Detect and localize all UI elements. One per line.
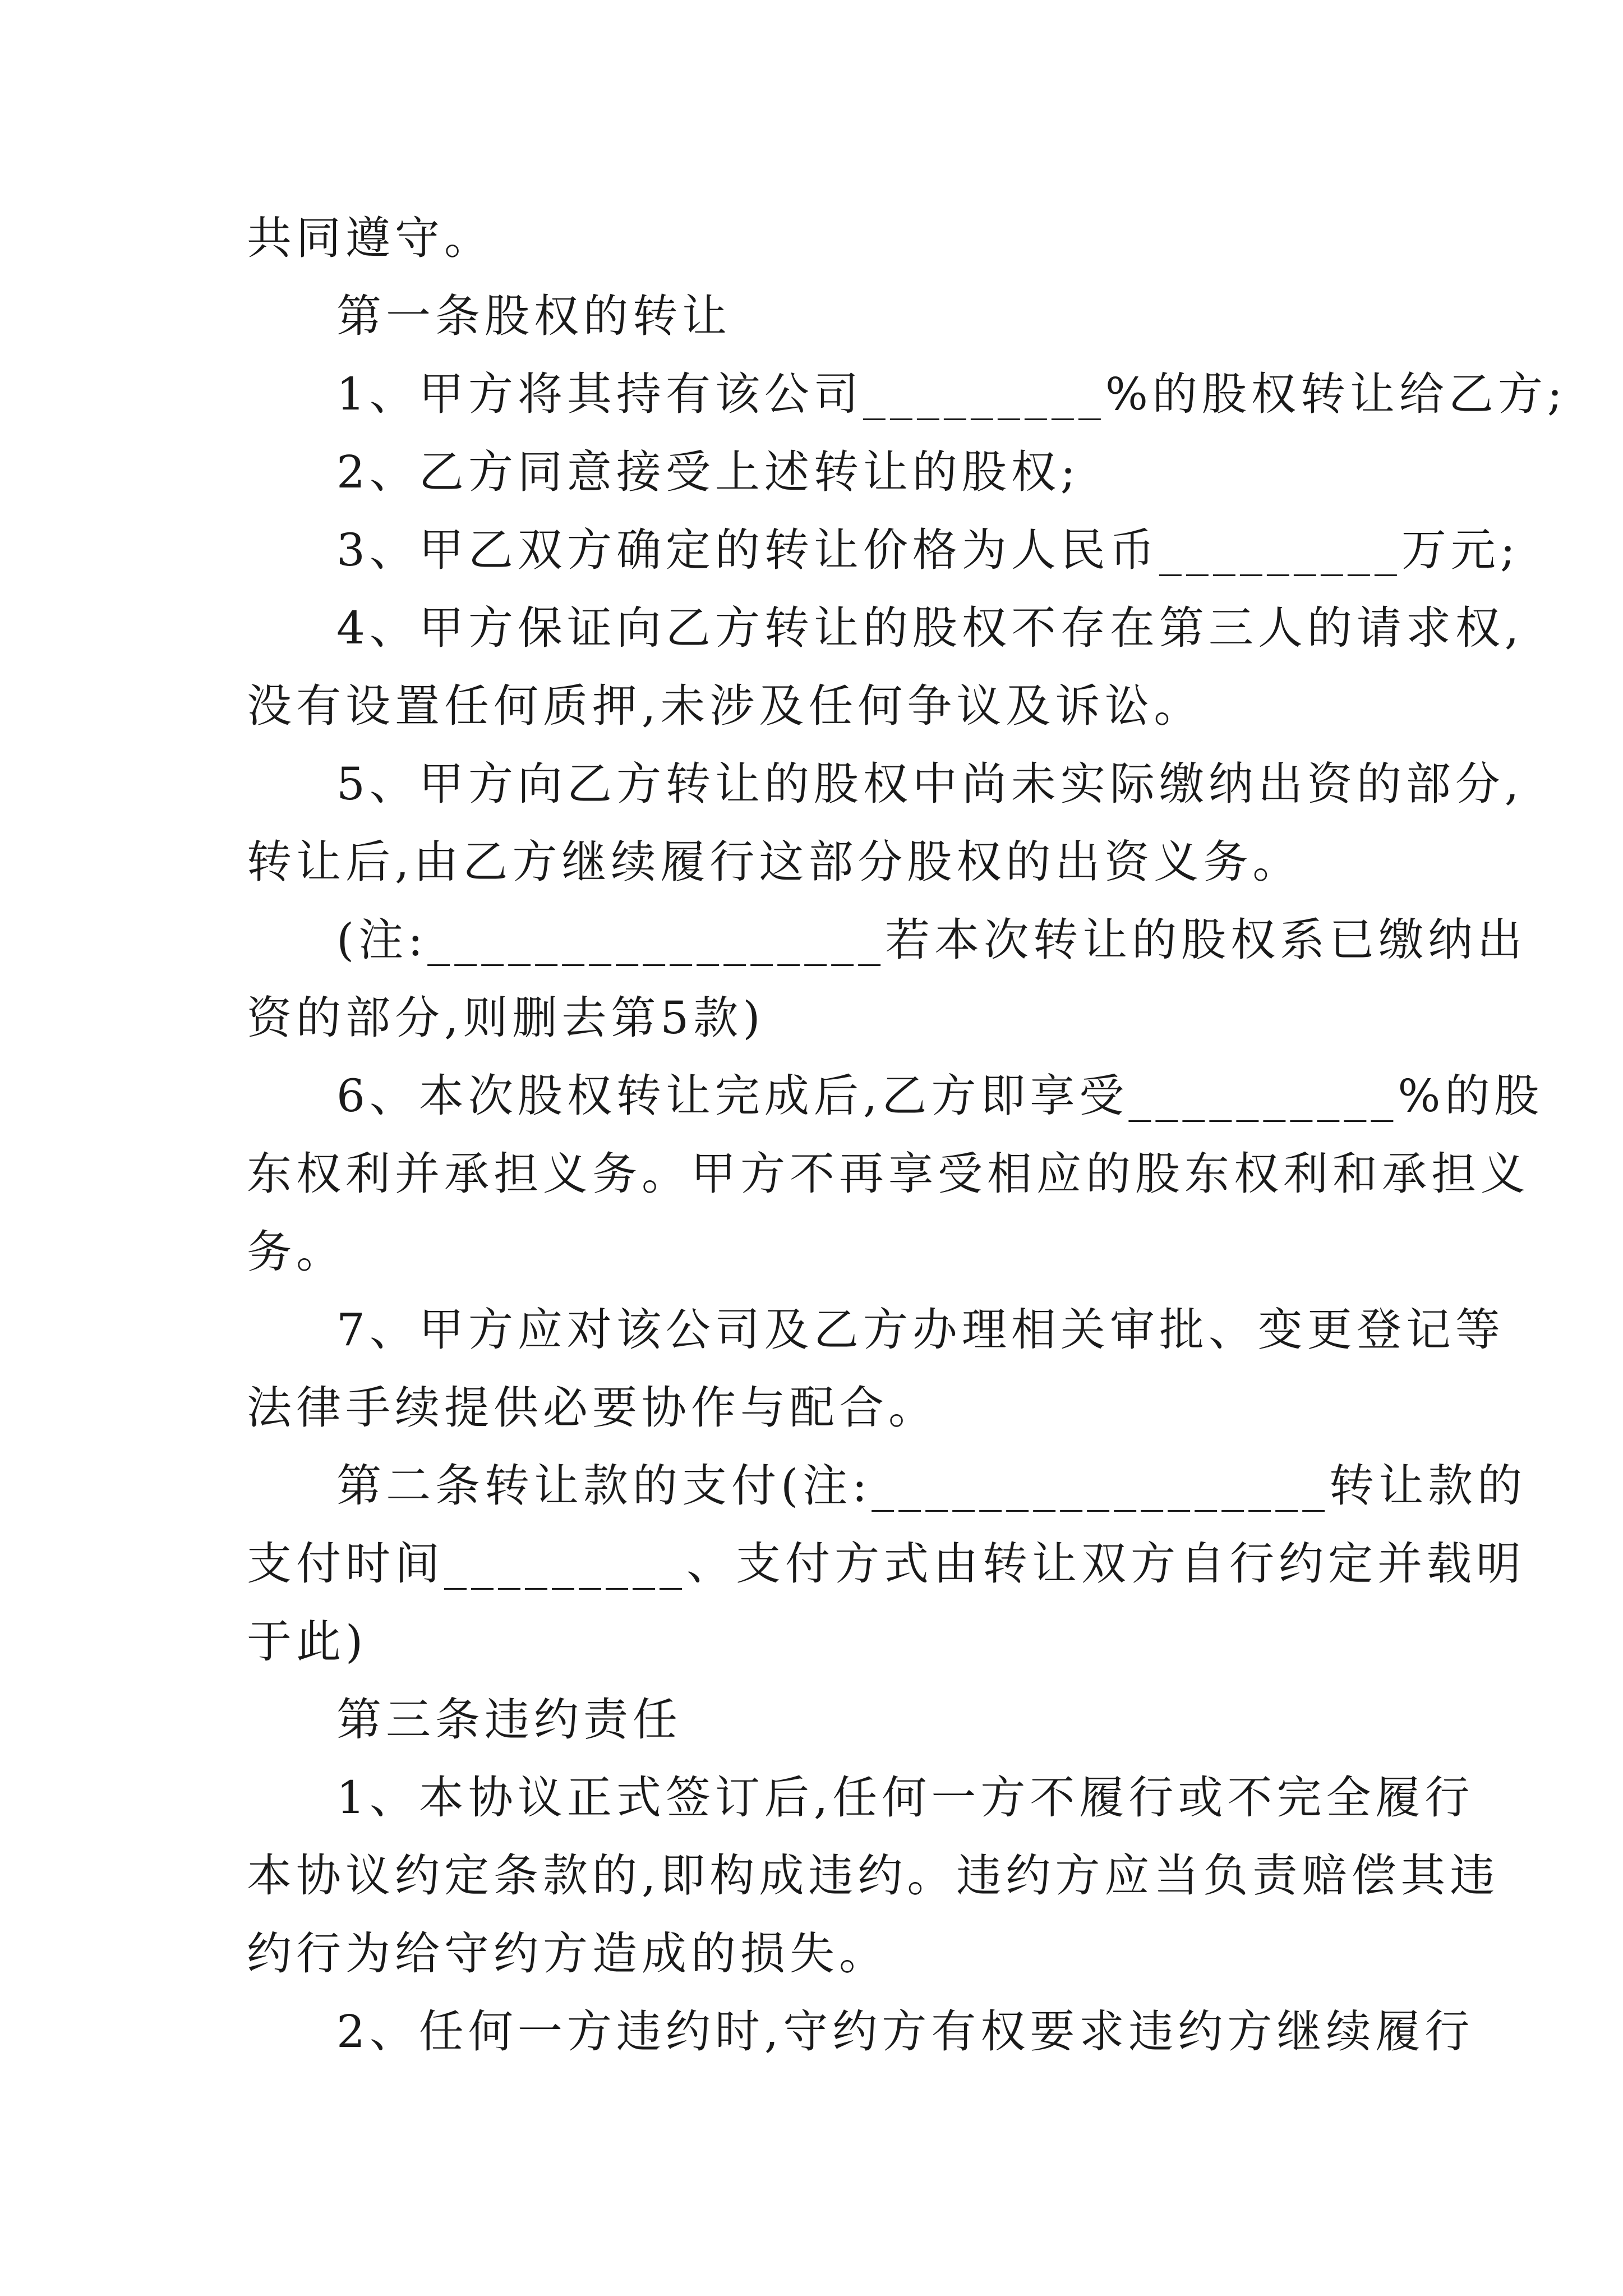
text-line: 没有设置任何质押,未涉及任何争议及诉讼。	[247, 680, 1204, 732]
text-line: 转让后,由乙方继续履行这部分股权的出资义务。	[247, 836, 1302, 888]
text-line: 务。	[247, 1226, 345, 1278]
text-line: 7、甲方应对该公司及乙方办理相关审批、变更登记等	[336, 1304, 1505, 1356]
text-line: 1、本协议正式签订后,任何一方不履行或不完全履行	[336, 1772, 1474, 1824]
text-line: 4、甲方保证向乙方转让的股权不存在第三人的请求权,	[336, 602, 1524, 654]
text-line: 支付时间_________、支付方式由转让双方自行约定并载明	[247, 1538, 1525, 1590]
text-line: 约行为给守约方造成的损失。	[247, 1927, 888, 1980]
note-line: 资的部分,则删去第5款)	[247, 992, 765, 1044]
text-line: 5、甲方向乙方转让的股权中尚未实际缴纳出资的部分,	[336, 758, 1524, 810]
text-line: 东权利并承担义务。甲方不再享受相应的股东权利和承担义	[247, 1148, 1530, 1200]
text-line: 法律手续提供必要协作与配合。	[247, 1382, 938, 1434]
section-heading: 第一条股权的转让	[336, 290, 731, 342]
text-line: 3、甲乙双方确定的转让价格为人民币_________万元;	[336, 524, 1520, 576]
text-line: 共同遵守。	[247, 212, 494, 264]
text-line: 1、甲方将其持有该公司_________%的股权转让给乙方;	[336, 368, 1567, 420]
document-body	[247, 199, 1567, 2070]
section-heading: 第二条转让款的支付(注:_________________转让款的	[336, 1460, 1527, 1512]
text-line: 本协议约定条款的,即构成违约。违约方应当负责赔偿其违	[247, 1849, 1500, 1902]
text-line: 6、本次股权转让完成后,乙方即享受__________%的股	[336, 1070, 1544, 1122]
text-line: 于此)	[247, 1616, 368, 1668]
text-line: 2、乙方同意接受上述转让的股权;	[336, 446, 1080, 498]
section-heading: 第三条违约责任	[336, 1694, 682, 1746]
note-line: (注:_________________若本次转让的股权系已缴纳出	[336, 914, 1527, 966]
text-line: 2、任何一方违约时,守约方有权要求违约方继续履行	[336, 2005, 1474, 2058]
